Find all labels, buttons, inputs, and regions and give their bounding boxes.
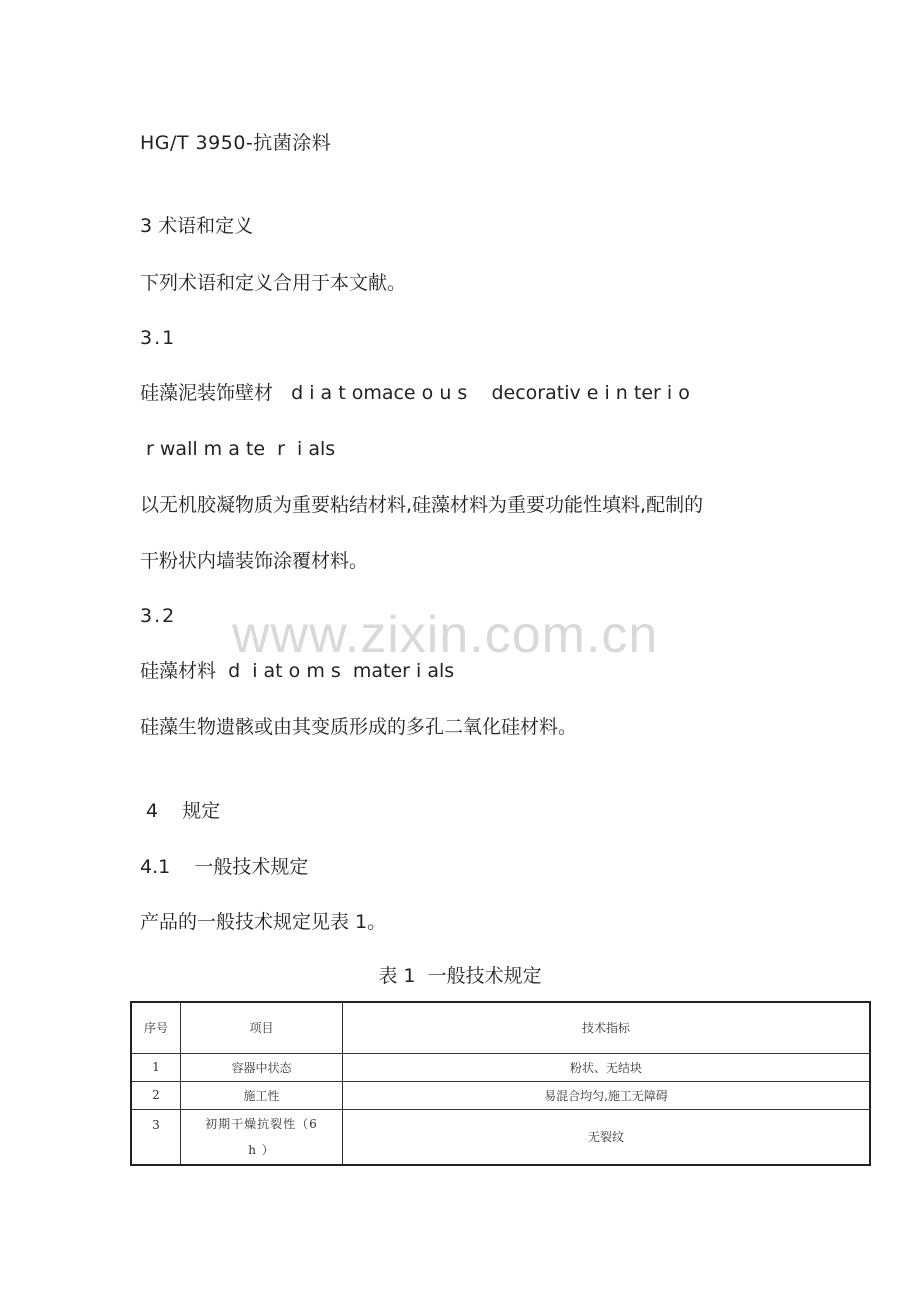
clause-3-1-term-continued: r wall m a te r i als <box>140 438 336 460</box>
header-item: 项目 <box>181 1002 343 1053</box>
document-title: HG/T 3950-抗菌涂料 <box>140 132 332 154</box>
row-item <box>181 1109 343 1165</box>
row-value: 无裂纹 <box>343 1109 871 1165</box>
clause-3-1-term: 硅藻泥装饰壁材 d i a t omace o u s decorativ e i n ter i o <box>140 382 690 404</box>
row-value: 易混合均匀,施工无障碍 <box>343 1081 871 1109</box>
row-no: 2 <box>131 1081 181 1109</box>
section-4-1-heading: 4.1 一般技术规定 <box>140 856 309 878</box>
row-no: 3 <box>131 1109 181 1165</box>
table-header-row <box>131 1002 870 1053</box>
clause-3-1-number: 3.1 <box>140 327 177 349</box>
table-row <box>131 1081 870 1109</box>
row-item: 容器中状态 <box>181 1053 343 1081</box>
section-3-intro: 下列术语和定义合用于本文献。 <box>140 272 407 294</box>
section-4-heading: 4 规定 <box>140 800 221 822</box>
clause-3-2-number: 3.2 <box>140 605 177 627</box>
watermark: www.zixin.com.cn <box>232 606 659 664</box>
section-4-1-intro: 产品的一般技术规定见表 1。 <box>140 911 387 933</box>
header-no: 序号 <box>131 1002 181 1053</box>
row-item-line1: 初期干燥抗裂性（6 <box>205 1116 318 1131</box>
section-3-heading: 3 术语和定义 <box>140 215 254 237</box>
table-row <box>131 1109 870 1165</box>
row-item-line2: h ） <box>248 1142 275 1157</box>
row-item: 施工性 <box>181 1081 343 1109</box>
table-1 <box>130 1001 871 1166</box>
table-row <box>131 1053 870 1081</box>
clause-3-1-definition-continued: 干粉状内墙装饰涂覆材料。 <box>140 550 369 572</box>
row-value: 粉状、无结块 <box>343 1053 871 1081</box>
row-no: 1 <box>131 1053 181 1081</box>
header-spec: 技术指标 <box>343 1002 871 1053</box>
clause-3-1-definition: 以无机胶凝物质为重要粘结材料,硅藻材料为重要功能性填料,配制的 <box>140 494 704 516</box>
table-1-caption: 表 1 一般技术规定 <box>378 965 542 987</box>
clause-3-2-definition: 硅藻生物遗骸或由其变质形成的多孔二氧化硅材料。 <box>140 716 578 738</box>
clause-3-2-term: 硅藻材料 d i at o m s mater i als <box>140 660 455 682</box>
